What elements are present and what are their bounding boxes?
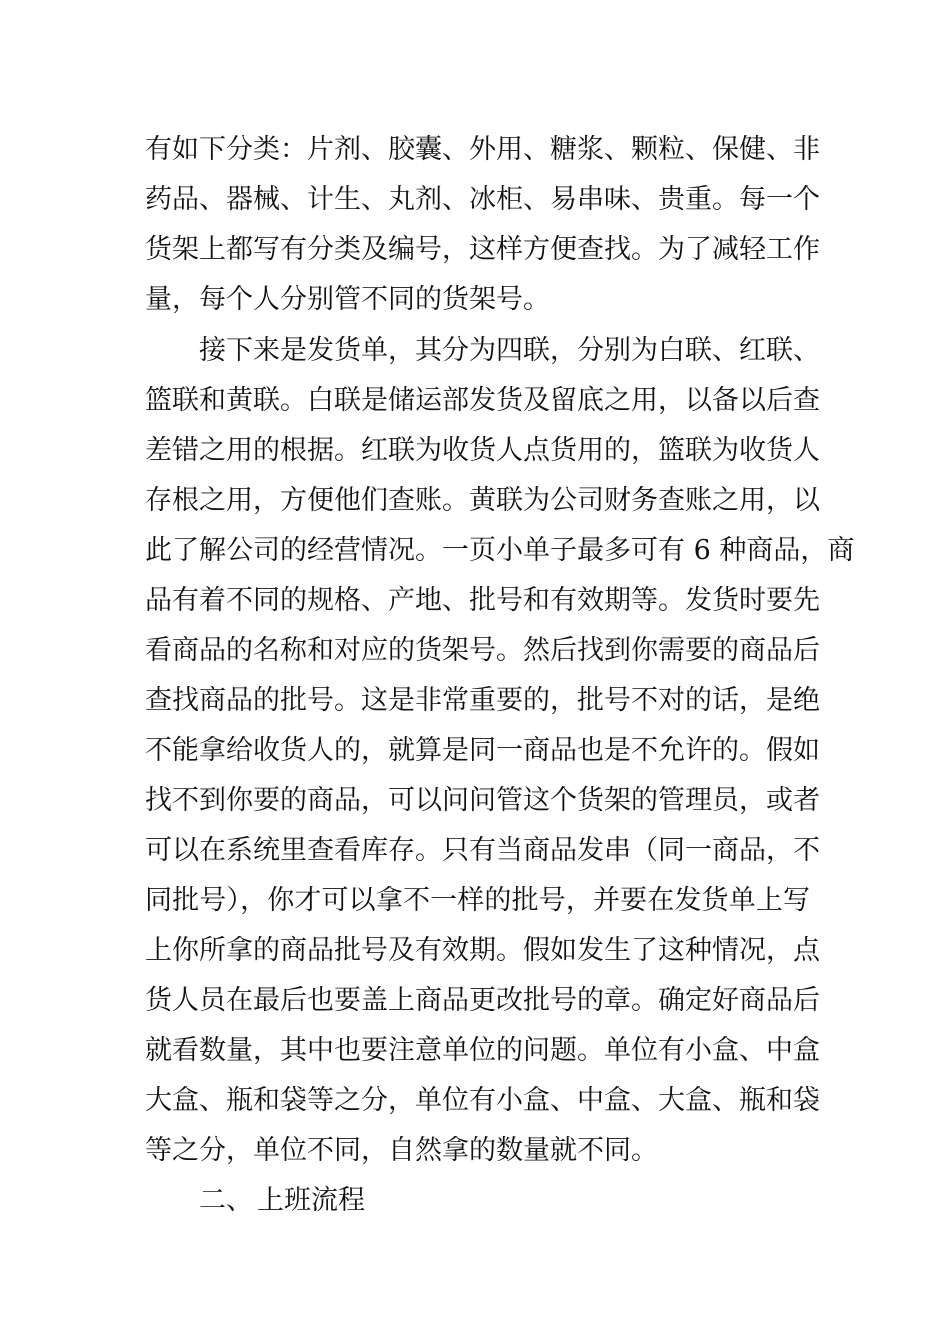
- paragraph-line: 存根之用，方便他们查账。黄联为公司财务查账之用，以: [145, 485, 820, 516]
- paragraph-line: 量，每个人分别管不同的货架号。: [145, 284, 550, 315]
- paragraph-line: 看商品的名称和对应的货架号。然后找到你需要的商品后: [145, 635, 820, 666]
- paragraph-line: 同批号），你才可以拿不一样的批号，并要在发货单上写: [145, 885, 810, 916]
- paragraph-line: 篮联和黄联。白联是储运部发货及留底之用，以备以后查: [145, 385, 820, 416]
- paragraph-line: 此了解公司的经营情况。一页小单子最多可有 6 种商品，商: [145, 535, 855, 566]
- paragraph-line: 货人员在最后也要盖上商品更改批号的章。确定好商品后: [145, 985, 820, 1016]
- section-number: 二、: [199, 1185, 253, 1216]
- section-title: 上班流程: [257, 1185, 365, 1216]
- paragraph-line: 可以在系统里查看库存。只有当商品发串（同一商品，不: [145, 835, 820, 866]
- paragraph-line: 品有着不同的规格、产地、批号和有效期等。发货时要先: [145, 585, 820, 616]
- paragraph-line: 差错之用的根据。红联为收货人点货用的，篮联为收货人: [145, 435, 820, 466]
- paragraph-line: 就看数量，其中也要注意单位的问题。单位有小盒、中盒: [145, 1035, 820, 1066]
- paragraph-line: 不能拿给收货人的，就算是同一商品也是不允许的。假如: [145, 735, 820, 766]
- paragraph-line: 找不到你要的商品，可以问问管这个货架的管理员，或者: [145, 785, 820, 816]
- paragraph-line: 接下来是发货单，其分为四联，分别为白联、红联、: [199, 335, 820, 366]
- paragraph-line: 货架上都写有分类及编号，这样方便查找。为了减轻工作: [145, 234, 820, 265]
- section-heading: [199, 1183, 365, 1219]
- paragraph-line: 上你所拿的商品批号及有效期。假如发生了这种情况，点: [145, 935, 820, 966]
- paragraph-line: 药品、器械、计生、丸剂、冰柜、易串味、贵重。每一个: [145, 184, 820, 215]
- paragraph-line: 有如下分类：片剂、胶囊、外用、糖浆、颗粒、保健、非: [145, 134, 820, 165]
- paragraph-line: 查找商品的批号。这是非常重要的，批号不对的话，是绝: [145, 685, 820, 716]
- paragraph-line: 大盒、瓶和袋等之分，单位有小盒、中盒、大盒、瓶和袋: [145, 1085, 820, 1116]
- paragraph-line: 等之分，单位不同，自然拿的数量就不同。: [145, 1135, 658, 1166]
